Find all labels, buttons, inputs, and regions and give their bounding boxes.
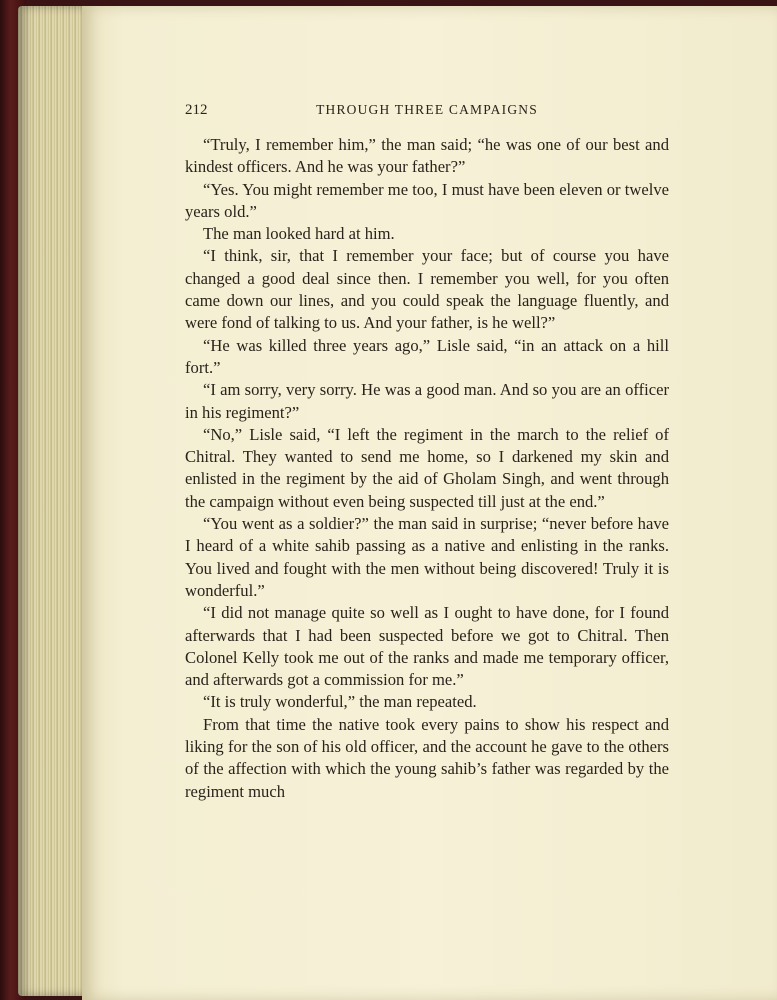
paragraph: “It is truly wonderful,” the man repeated. — [203, 692, 477, 712]
page-content — [185, 102, 669, 803]
paragraph: From that time the native took every pains to show his respect and liking for the son of his old officer, and the account he gave to the others of the affection with which the young sahib’s father was regarded by the regiment much — [185, 714, 669, 801]
book-page — [82, 6, 777, 1000]
paragraph: “No,” Lisle said, “I left the regiment in the march to the relief of Chitral. They wanted to send me home, so I darkened my skin and enlisted in the regiment by the aid of Gholam Singh, and went through the campaign without even being suspected till just at the end.” — [185, 424, 669, 511]
running-head: THROUGH THREE CAMPAIGNS — [316, 102, 538, 117]
body-text — [185, 134, 669, 803]
paragraph: The man looked hard at him. — [203, 224, 395, 244]
page-header — [185, 102, 669, 124]
paragraph: “Yes. You might remember me too, I must have been eleven or twelve years old.” — [185, 179, 669, 221]
page-number: 212 — [185, 102, 208, 118]
paragraph: “I think, sir, that I remember your face; but of course you have changed a good deal since then. I remember you well, for you often came down our lines, and you could speak the language fluently, and were fond of talking to us. And your father, is he well?” — [185, 246, 669, 333]
paragraph: “You went as a soldier?” the man said in surprise; “never before have I heard of a white sahib passing as a native and enlisting in the ranks. You lived and fought with the men without being discovered! Truly it is wonderful.” — [185, 514, 669, 600]
paragraph: “He was killed three years ago,” Lisle said, “in an attack on a hill fort.” — [185, 335, 669, 377]
paragraph: “Truly, I remember him,” the man said; “he was one of our best and kindest officers. And he was your father?” — [185, 135, 669, 177]
paragraph: “I did not manage quite so well as I ought to have done, for I found afterwards that I had been suspected before we got to Chitral. Then Colonel Kelly took me out of the ranks and made me temporary officer, and afterwards got a commission for me.” — [185, 603, 669, 690]
page-edges — [18, 6, 88, 996]
paragraph: “I am sorry, very sorry. He was a good man. And so you are an officer in his regiment?” — [185, 380, 669, 422]
